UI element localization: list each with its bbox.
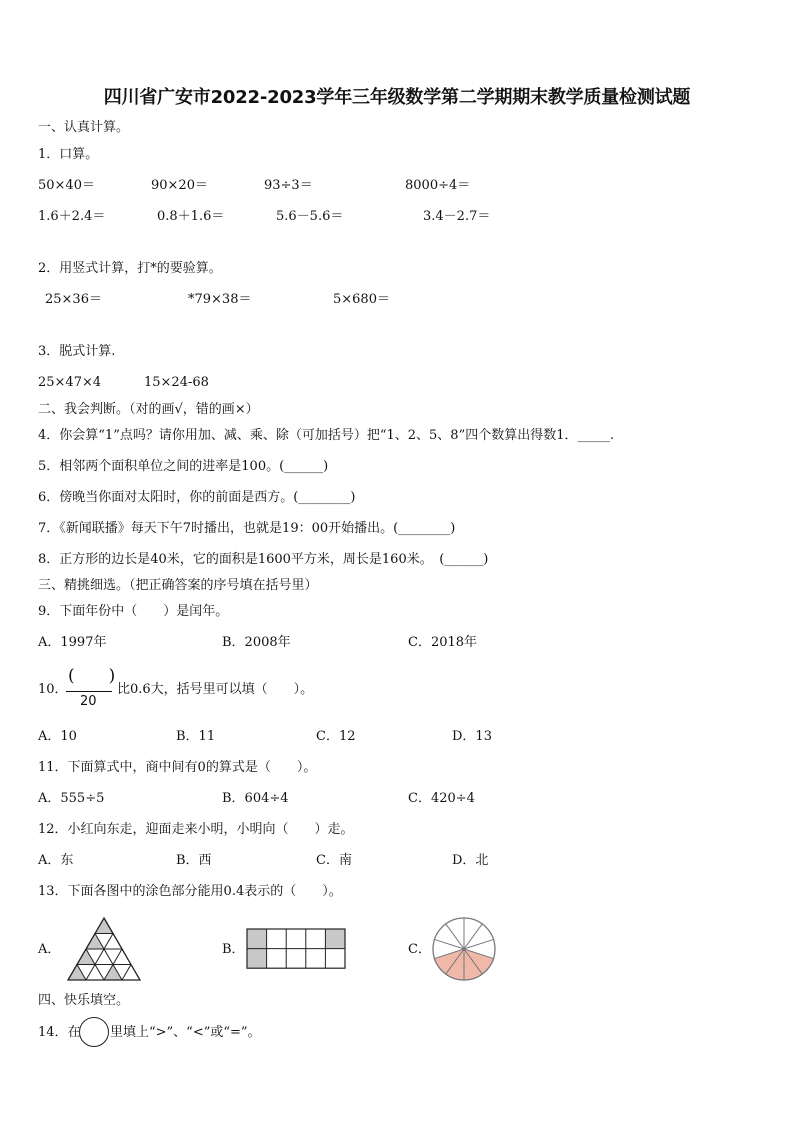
fraction-denominator: 20: [80, 694, 97, 709]
judge-question: 4．你会算“1”点吗？请你用加、减、乘、除（可加括号）把“1、2、5、8”四个数算出得数1．_____.: [38, 428, 615, 443]
grid-cell-shaded: [325, 929, 345, 949]
option: A．10: [38, 729, 77, 744]
oral-calc-item: 50×40＝: [38, 178, 95, 193]
question-11-stem: 11．下面算式中，商中间有0的算式是（ ）。: [38, 760, 317, 775]
option: B．11: [176, 729, 216, 744]
option: A．555÷5: [38, 791, 105, 806]
option: C．: [408, 942, 431, 957]
vertical-calc-item: 5×680＝: [333, 292, 390, 307]
oral-calc-item: 90×20＝: [151, 178, 208, 193]
oral-calc-item: 5.6－5.6＝: [276, 209, 344, 224]
option: A．东: [38, 853, 74, 868]
judge-question: 7．《新闻联播》每天下午7时播出，也就是19：00开始播出。(________): [38, 521, 456, 536]
section-2-heading: 二、我会判断。（对的画√，错的画×）: [38, 402, 259, 417]
question-1-label: 1．口算。: [38, 147, 99, 162]
option: A．: [38, 942, 61, 957]
question-3-label: 3．脱式计算.: [38, 344, 116, 359]
option: B．2008年: [222, 635, 291, 650]
option: C．南: [316, 853, 352, 868]
triangle-piece-shaded: [68, 965, 86, 981]
triangle-figure: [64, 916, 144, 982]
fraction-numerator-blank: ( ): [68, 666, 116, 686]
step-calc-item: 25×47×4: [38, 375, 102, 390]
vertical-calc-item: *79×38＝: [188, 292, 252, 307]
judge-question: 6．傍晚当你面对太阳时，你的前面是西方。(________): [38, 490, 356, 505]
pie-figure: [430, 916, 498, 982]
question-10-stem: 比0.6大，括号里可以填（ ）。: [117, 682, 314, 697]
question-9-stem: 9．下面年份中（ ）是闰年。: [38, 604, 229, 619]
triangle-piece-shaded: [86, 934, 104, 950]
vertical-calc-item: 25×36＝: [45, 292, 102, 307]
triangle-piece-shaded: [77, 949, 95, 965]
section-1-heading: 一、认真计算。: [38, 120, 130, 135]
question-10-number: 10．: [38, 682, 68, 697]
comparison-circle-blank[interactable]: [79, 1017, 109, 1047]
oral-calc-item: 93÷3＝: [264, 178, 313, 193]
triangle-piece-shaded: [95, 918, 113, 934]
grid-cell-shaded: [247, 949, 267, 969]
question-14-number: 14．在: [38, 1025, 81, 1040]
oral-calc-item: 0.8＋1.6＝: [157, 209, 225, 224]
option: D．13: [452, 729, 492, 744]
fraction: [66, 668, 114, 710]
grid-figure: [246, 928, 346, 970]
question-13-stem: 13．下面各图中的涂色部分能用0.4表示的（ ）。: [38, 884, 342, 899]
option: B．西: [176, 853, 212, 868]
option: A．1997年: [38, 635, 107, 650]
oral-calc-item: 3.4－2.7＝: [423, 209, 491, 224]
page-title: 四川省广安市2022-2023学年三年级数学第二学期期末教学质量检测试题: [103, 87, 691, 108]
option: C．12: [316, 729, 356, 744]
judge-question: 8．正方形的边长是40米，它的面积是1600平方米，周长是160米。 (______): [38, 552, 489, 567]
question-2-label: 2．用竖式计算，打*的要验算。: [38, 261, 222, 276]
option: D．北: [452, 853, 489, 868]
section-4-heading: 四、快乐填空。: [38, 993, 130, 1008]
step-calc-item: 15×24-68: [144, 375, 209, 390]
option: C．420÷4: [408, 791, 475, 806]
option: B．604÷4: [222, 791, 289, 806]
question-14-stem: 里填上“>”、“<”或“=”。: [110, 1025, 261, 1040]
grid-cell-shaded: [247, 929, 267, 949]
triangle-piece-shaded: [104, 965, 122, 981]
option: B．: [222, 942, 245, 957]
section-3-heading: 三、精挑细选。（把正确答案的序号填在括号里）: [38, 578, 318, 593]
judge-question: 5．相邻两个面积单位之间的进率是100。(______): [38, 459, 329, 474]
option: C．2018年: [408, 635, 478, 650]
oral-calc-item: 8000÷4＝: [405, 178, 471, 193]
question-12-stem: 12．小红向东走，迎面走来小明，小明向（ ）走。: [38, 822, 354, 837]
fraction-bar: [66, 691, 112, 692]
oral-calc-item: 1.6＋2.4＝: [38, 209, 106, 224]
